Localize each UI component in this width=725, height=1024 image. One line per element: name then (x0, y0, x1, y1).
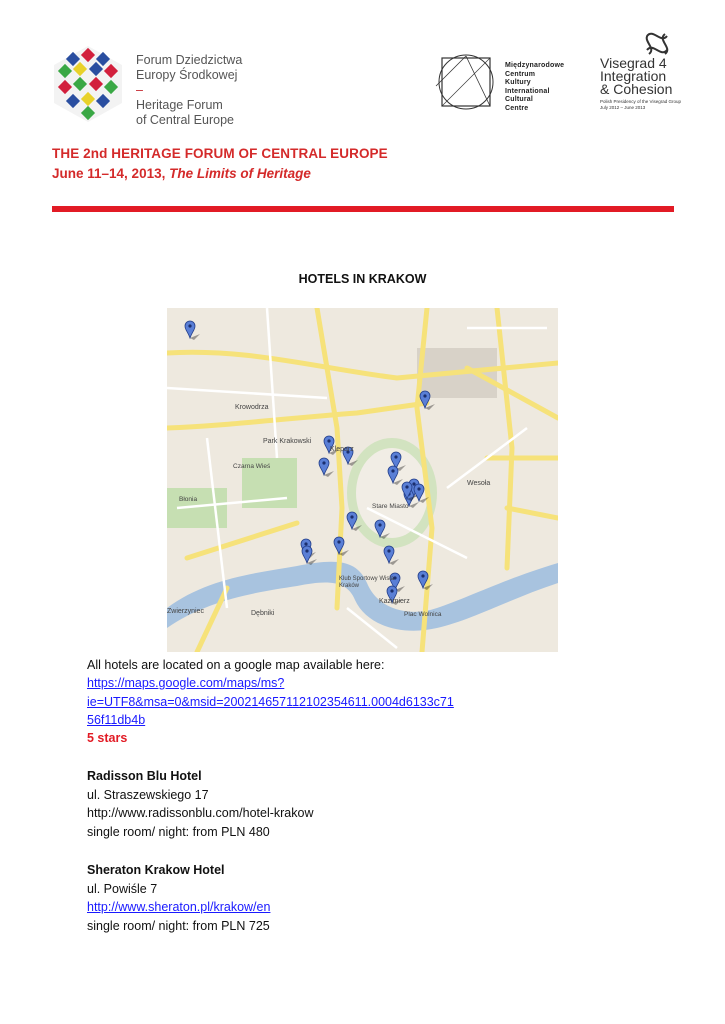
map-pin-icon (334, 537, 349, 556)
map-label: Klub Sportowy Wisła Kraków (339, 576, 395, 589)
mck-line: Centre (505, 104, 529, 112)
hotel-address: ul. Straszewskiego 17 (87, 787, 209, 802)
logo-line: of Central Europe (136, 113, 234, 127)
map-label: Park Krakowski (263, 438, 312, 445)
v4-small-line: Polish Presidency of the Visegrad Group (600, 99, 681, 104)
map-label: Plac Wolnica (404, 611, 442, 618)
map-pin-icon (384, 546, 399, 565)
map-label: Kleparz (330, 446, 354, 453)
v4-text (600, 57, 681, 110)
dates-text: June 11–14, 2013, (52, 166, 170, 181)
v4-line: & Cohesion (600, 81, 673, 97)
logo-line: Heritage Forum (136, 98, 223, 112)
logo-line: Forum Dziedzictwa (136, 53, 243, 67)
mck-line: Centrum (505, 70, 536, 78)
v4-small-line: July 2012 – June 2013 (600, 104, 646, 110)
hotel-price: single room/ night: from PLN 480 (87, 824, 270, 839)
hotel-entry (87, 861, 270, 935)
mck-line: International (505, 87, 550, 95)
mck-line: Międzynarodowe (505, 62, 565, 69)
map-image (167, 308, 558, 652)
category-heading: 5 stars (87, 731, 128, 745)
map-label: Dębniki (251, 610, 275, 617)
forum-logo-text (136, 53, 242, 128)
v4-line: Integration (600, 68, 667, 84)
map-label: Kazimierz (379, 598, 410, 605)
map-link-line: 56f11db4b (87, 713, 146, 727)
mck-line: Cultural (505, 96, 534, 103)
map-label: Zwierzyniec (167, 608, 204, 615)
hotel-name: Sheraton Krakow Hotel (87, 863, 225, 877)
map-link-line: https://maps.google.com/maps/ms?ie=UTF8&msa=0&msid=200214657112102354611.0004d6133c71 (87, 676, 454, 709)
map-pin-icon (302, 546, 317, 565)
section-title: HOTELS IN KRAKOW (298, 272, 427, 286)
map-link[interactable] (87, 674, 647, 730)
v4-line: Visegrad 4 (600, 55, 667, 71)
v4-knot-icon (643, 30, 671, 56)
hotel-entry (87, 767, 313, 841)
hotel-name: Radisson Blu Hotel (87, 769, 202, 783)
theme-text: The Limits of Heritage (169, 166, 311, 181)
map-label: Krowodrza (235, 404, 269, 411)
mck-logo-icon (432, 46, 498, 116)
map-pin-icon (185, 321, 200, 340)
map-label: Błonia (179, 496, 198, 503)
map-label: Stare Miasto (372, 503, 409, 510)
hotel-url: http://www.radissonblu.com/hotel-krakow (87, 806, 314, 820)
mck-text (505, 62, 564, 113)
mck-logo (432, 46, 498, 116)
map-pin-icon (319, 458, 334, 477)
logo-line: Europy Środkowej (136, 68, 238, 82)
header-divider (52, 206, 674, 212)
forum-dates (52, 166, 311, 181)
forum-title: THE 2nd HERITAGE FORUM OF CENTRAL EUROPE (52, 146, 388, 161)
hotels-map (167, 308, 558, 652)
map-intro: All hotels are located on a google map available here: (87, 658, 385, 672)
hotel-address: ul. Powiśle 7 (87, 881, 158, 896)
forum-logo-icon (50, 44, 126, 124)
logo-dash: – (136, 83, 143, 97)
map-label: Czarna Wieś (233, 463, 271, 470)
mck-line: Kultury (505, 79, 531, 86)
forum-logo (50, 44, 126, 124)
map-label: Wesoła (467, 480, 491, 487)
hotel-price: single room/ night: from PLN 725 (87, 918, 270, 933)
hotel-url-link[interactable]: http://www.sheraton.pl/krakow/en (87, 900, 271, 914)
